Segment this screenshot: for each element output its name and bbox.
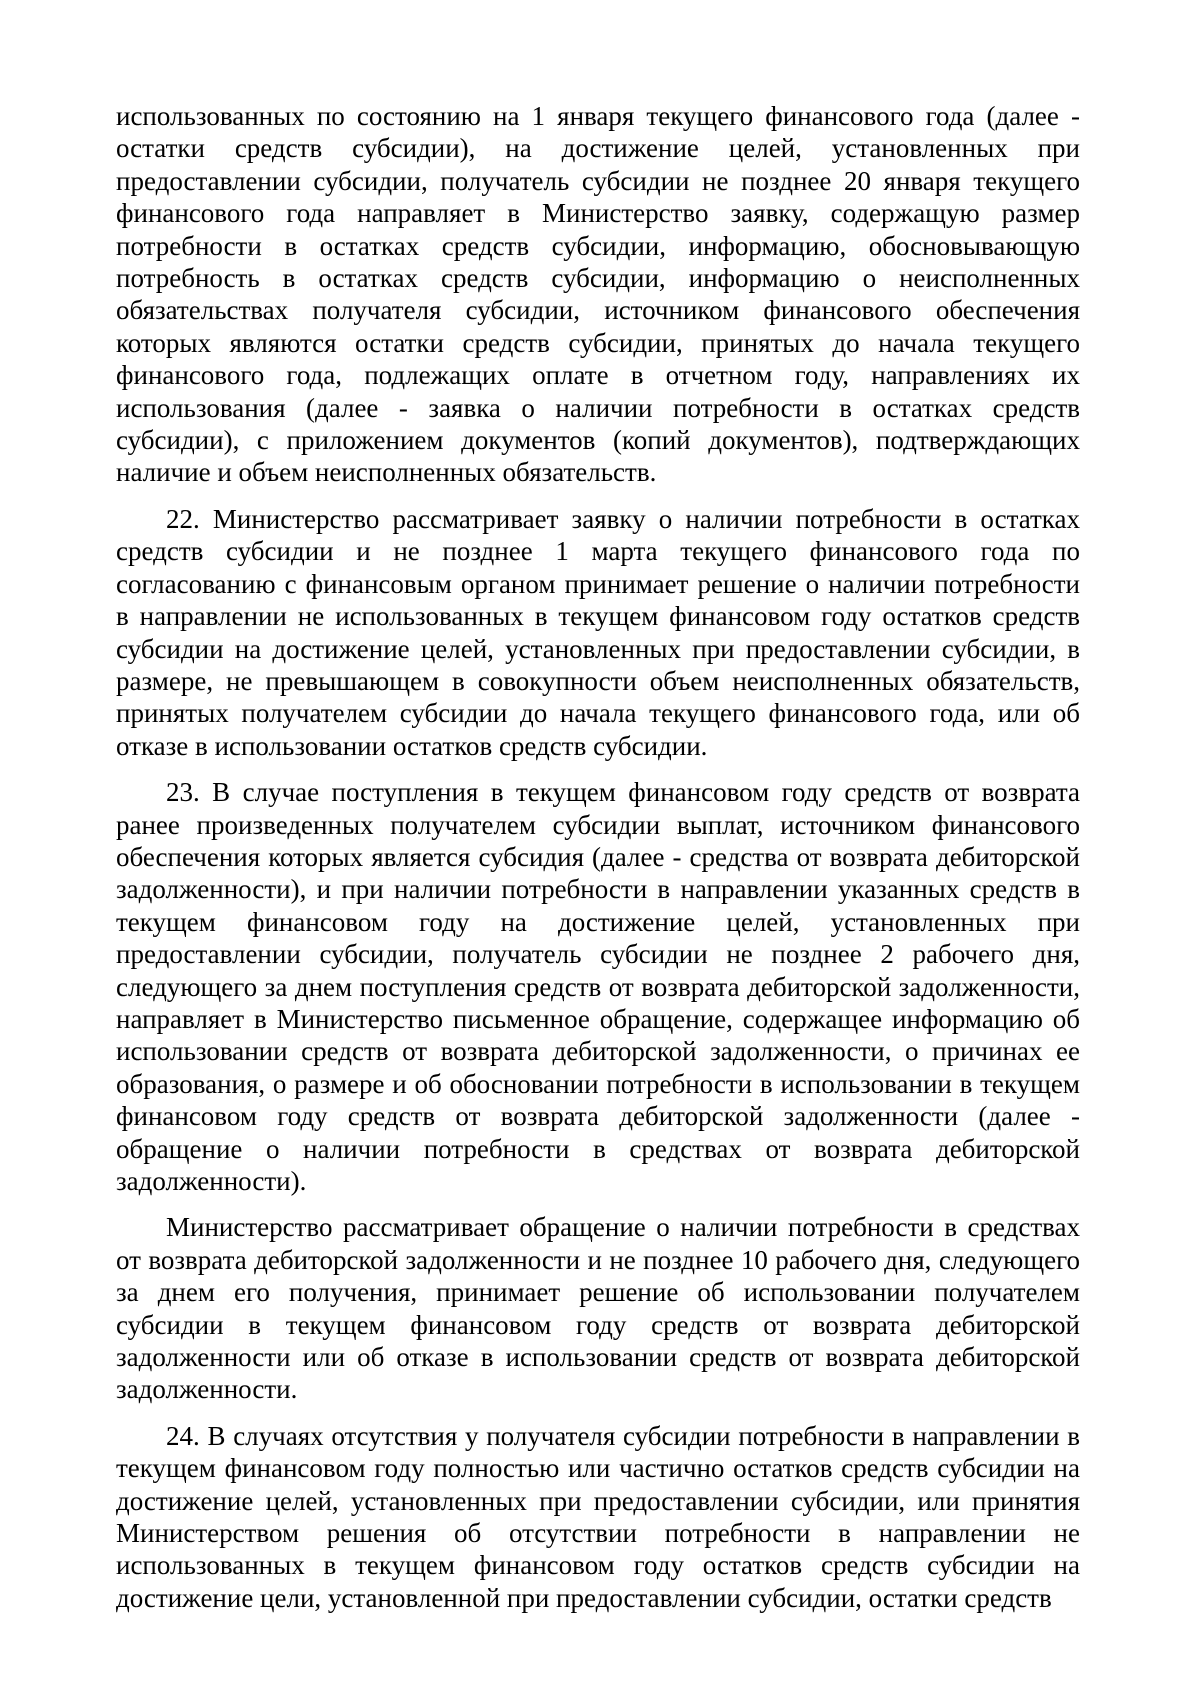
- paragraph-23-ministry-decision: Министерство рассматривает обращение о наличии потребности в средствах от возврата дебиторской задолженности и не позднее 10 рабочего дня, следующего за днем его получения, принимает решение об использовании получателем субсидии в текущем финансовом году средств от возврата дебиторской задолженности или об отказе в использовании средств от возврата дебиторской задолженности.: [116, 1212, 1080, 1405]
- paragraph-22: 22. Министерство рассматривает заявку о наличии потребности в остатках средств субсидии и не позднее 1 марта текущего финансового года по согласованию с финансовым органом принимает решение о наличии потребности в направлении не использованных в текущем финансовом году остатков средств субсидии на достижение целей, установленных при предоставлении субсидии, в размере, не превышающем в совокупности объем неисполненных обязательств, принятых получателем субсидии до начала текущего финансового года, или об отказе в использовании остатков средств субсидии.: [116, 503, 1080, 761]
- document-page: [116, 100, 1080, 1628]
- paragraph-24: 24. В случаях отсутствия у получателя субсидии потребности в направлении в текущем финансовом году полностью или частично остатков средств субсидии на достижение целей, установленных при предоставлении субсидии, или принятия Министерством решения об отсутствии потребности в направлении не использованных в текущем финансовом году остатков средств субсидии на достижение цели, установленной при предоставлении субсидии, остатки средств: [116, 1420, 1080, 1613]
- paragraph-continuation: использованных по состоянию на 1 января текущего финансового года (далее - остатки средств субсидии), на достижение целей, установленных при предоставлении субсидии, получатель субсидии не позднее 20 января текущего финансового года направляет в Министерство заявку, содержащую размер потребности в остатках средств субсидии, информацию, обосновывающую потребность в остатках средств субсидии, информацию о неисполненных обязательствах получателя субсидии, источником финансового обеспечения которых являются остатки средств субсидии, принятых до начала текущего финансового года, подлежащих оплате в отчетном году, направлениях их использования (далее - заявка о наличии потребности в остатках средств субсидии), с приложением документов (копий документов), подтверждающих наличие и объем неисполненных обязательств.: [116, 101, 1080, 488]
- paragraph-23: 23. В случае поступления в текущем финансовом году средств от возврата ранее произведенных получателем субсидии выплат, источником финансового обеспечения которых является субсидия (далее - средства от возврата дебиторской задолженности), и при наличии потребности в направлении указанных средств в текущем финансовом году на достижение целей, установленных при предоставлении субсидии, получатель субсидии не позднее 2 рабочего дня, следующего за днем поступления средств от возврата дебиторской задолженности, направляет в Министерство письменное обращение, содержащее информацию об использовании средств от возврата дебиторской задолженности, о причинах ее образования, о размере и об обосновании потребности в использовании в текущем финансовом году средств от возврата дебиторской задолженности (далее - обращение о наличии потребности в средствах от возврата дебиторской задолженности).: [116, 777, 1080, 1196]
